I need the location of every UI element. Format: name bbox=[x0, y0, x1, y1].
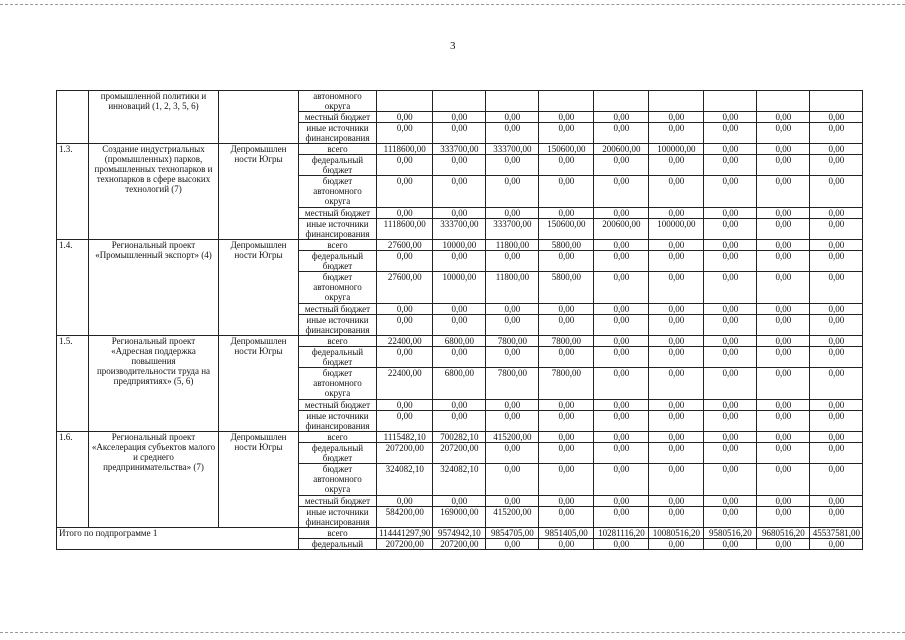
task-name-cell: Региональный проект «Промышленный экспорт» (4) bbox=[89, 240, 219, 336]
value-cell: 0,00 bbox=[594, 432, 649, 443]
task-name-cell: промышленной политики и инноваций (1, 2, 3, 5, 6) bbox=[89, 91, 219, 144]
value-cell: 0,00 bbox=[539, 432, 594, 443]
value-cell: 0,00 bbox=[649, 432, 704, 443]
source-cell: местный бюджет bbox=[299, 208, 377, 219]
value-cell: 0,00 bbox=[757, 315, 810, 336]
table-row bbox=[57, 144, 863, 155]
value-cell: 584200,00 bbox=[377, 507, 433, 528]
value-cell: 0,00 bbox=[704, 176, 757, 208]
value-cell: 0,00 bbox=[486, 112, 539, 123]
value-cell: 0,00 bbox=[757, 464, 810, 496]
value-cell: 0,00 bbox=[377, 400, 433, 411]
value-cell: 0,00 bbox=[649, 464, 704, 496]
value-cell: 0,00 bbox=[539, 507, 594, 528]
value-cell: 0,00 bbox=[704, 208, 757, 219]
value-cell: 10080516,20 bbox=[649, 528, 704, 539]
value-cell: 0,00 bbox=[649, 251, 704, 272]
value-cell: 0,00 bbox=[757, 251, 810, 272]
value-cell: 0,00 bbox=[757, 112, 810, 123]
row-number-cell bbox=[57, 91, 89, 144]
value-cell: 0,00 bbox=[810, 112, 863, 123]
value-cell: 324082,10 bbox=[377, 464, 433, 496]
budget-table bbox=[56, 90, 863, 550]
value-cell: 0,00 bbox=[704, 272, 757, 304]
value-cell: 114441297,90 bbox=[377, 528, 433, 539]
value-cell: 0,00 bbox=[594, 176, 649, 208]
value-cell: 9580516,20 bbox=[704, 528, 757, 539]
value-cell: 0,00 bbox=[539, 400, 594, 411]
value-cell: 0,00 bbox=[810, 400, 863, 411]
value-cell: 0,00 bbox=[433, 347, 486, 368]
value-cell: 324082,10 bbox=[433, 464, 486, 496]
value-cell: 0,00 bbox=[757, 208, 810, 219]
value-cell: 0,00 bbox=[649, 272, 704, 304]
value-cell: 1115482,10 bbox=[377, 432, 433, 443]
value-cell: 0,00 bbox=[433, 155, 486, 176]
value-cell: 0,00 bbox=[704, 368, 757, 400]
source-cell: федеральный бюджет bbox=[299, 347, 377, 368]
value-cell: 0,00 bbox=[539, 155, 594, 176]
value-cell bbox=[649, 91, 704, 112]
value-cell: 0,00 bbox=[377, 123, 433, 144]
value-cell: 0,00 bbox=[594, 464, 649, 496]
value-cell: 0,00 bbox=[704, 251, 757, 272]
table-row bbox=[57, 336, 863, 347]
value-cell: 0,00 bbox=[649, 411, 704, 432]
value-cell: 0,00 bbox=[377, 155, 433, 176]
total-row bbox=[57, 528, 863, 539]
value-cell: 0,00 bbox=[486, 176, 539, 208]
value-cell: 0,00 bbox=[704, 464, 757, 496]
value-cell: 10000,00 bbox=[433, 272, 486, 304]
value-cell: 0,00 bbox=[757, 123, 810, 144]
source-cell: иные источники финансирования bbox=[299, 219, 377, 240]
source-cell: иные источники финансирования bbox=[299, 123, 377, 144]
value-cell: 0,00 bbox=[810, 464, 863, 496]
value-cell: 200600,00 bbox=[594, 219, 649, 240]
value-cell: 7800,00 bbox=[486, 368, 539, 400]
value-cell: 0,00 bbox=[810, 251, 863, 272]
value-cell: 0,00 bbox=[486, 123, 539, 144]
value-cell: 9851405,00 bbox=[539, 528, 594, 539]
value-cell: 0,00 bbox=[757, 176, 810, 208]
value-cell: 0,00 bbox=[810, 443, 863, 464]
source-cell: бюджет автономного округа bbox=[299, 176, 377, 208]
value-cell bbox=[433, 91, 486, 112]
table-row bbox=[57, 240, 863, 251]
value-cell: 10000,00 bbox=[433, 240, 486, 251]
value-cell: 0,00 bbox=[649, 443, 704, 464]
value-cell: 0,00 bbox=[539, 443, 594, 464]
value-cell: 0,00 bbox=[704, 347, 757, 368]
value-cell: 0,00 bbox=[704, 443, 757, 464]
value-cell: 0,00 bbox=[433, 176, 486, 208]
value-cell: 0,00 bbox=[594, 336, 649, 347]
value-cell: 0,00 bbox=[433, 304, 486, 315]
value-cell: 0,00 bbox=[649, 240, 704, 251]
value-cell: 0,00 bbox=[810, 315, 863, 336]
value-cell: 0,00 bbox=[757, 219, 810, 240]
source-cell: местный бюджет bbox=[299, 496, 377, 507]
value-cell: 0,00 bbox=[810, 123, 863, 144]
value-cell: 0,00 bbox=[433, 400, 486, 411]
value-cell: 0,00 bbox=[594, 315, 649, 336]
value-cell: 5800,00 bbox=[539, 240, 594, 251]
page-number: 3 bbox=[450, 40, 456, 52]
value-cell: 1118600,00 bbox=[377, 219, 433, 240]
value-cell: 0,00 bbox=[433, 315, 486, 336]
value-cell: 0,00 bbox=[539, 123, 594, 144]
value-cell: 0,00 bbox=[539, 176, 594, 208]
value-cell: 333700,00 bbox=[433, 219, 486, 240]
value-cell: 0,00 bbox=[539, 347, 594, 368]
value-cell: 0,00 bbox=[486, 539, 539, 550]
task-name-cell: Создание индустриальных (промышленных) парков, промышленных технопарков и технопарков в сфере высоких технологий (7) bbox=[89, 144, 219, 240]
value-cell: 22400,00 bbox=[377, 368, 433, 400]
value-cell: 0,00 bbox=[810, 368, 863, 400]
value-cell: 0,00 bbox=[757, 539, 810, 550]
source-cell: всего bbox=[299, 144, 377, 155]
scan-top-edge bbox=[0, 4, 905, 5]
value-cell: 0,00 bbox=[486, 155, 539, 176]
value-cell: 0,00 bbox=[539, 315, 594, 336]
value-cell: 415200,00 bbox=[486, 432, 539, 443]
value-cell: 100000,00 bbox=[649, 144, 704, 155]
value-cell: 0,00 bbox=[704, 144, 757, 155]
value-cell: 0,00 bbox=[757, 411, 810, 432]
value-cell: 0,00 bbox=[377, 304, 433, 315]
value-cell: 9574942,10 bbox=[433, 528, 486, 539]
value-cell: 0,00 bbox=[649, 208, 704, 219]
value-cell: 0,00 bbox=[649, 539, 704, 550]
table-row bbox=[57, 91, 863, 112]
value-cell: 0,00 bbox=[377, 496, 433, 507]
source-cell: местный бюджет bbox=[299, 400, 377, 411]
source-cell: федеральный bbox=[299, 539, 377, 550]
value-cell: 0,00 bbox=[486, 443, 539, 464]
value-cell: 0,00 bbox=[377, 251, 433, 272]
value-cell bbox=[810, 91, 863, 112]
source-cell: бюджет автономного округа bbox=[299, 464, 377, 496]
total-label-cell: Итого по подпрограмме 1 bbox=[57, 528, 299, 550]
value-cell: 0,00 bbox=[704, 539, 757, 550]
row-number-cell: 1.3. bbox=[57, 144, 89, 240]
value-cell: 0,00 bbox=[594, 155, 649, 176]
executor-cell: Депромышлен ности Югры bbox=[219, 144, 299, 240]
value-cell: 0,00 bbox=[704, 336, 757, 347]
value-cell: 0,00 bbox=[757, 240, 810, 251]
value-cell: 0,00 bbox=[594, 400, 649, 411]
value-cell: 0,00 bbox=[594, 443, 649, 464]
value-cell: 0,00 bbox=[594, 123, 649, 144]
value-cell: 0,00 bbox=[486, 304, 539, 315]
value-cell: 0,00 bbox=[486, 251, 539, 272]
value-cell: 0,00 bbox=[433, 411, 486, 432]
scan-bottom-edge bbox=[0, 632, 905, 633]
source-cell: иные источники финансирования bbox=[299, 315, 377, 336]
value-cell: 0,00 bbox=[649, 347, 704, 368]
value-cell bbox=[377, 91, 433, 112]
value-cell: 0,00 bbox=[594, 411, 649, 432]
value-cell: 0,00 bbox=[649, 304, 704, 315]
value-cell: 5800,00 bbox=[539, 272, 594, 304]
value-cell: 0,00 bbox=[810, 176, 863, 208]
value-cell: 0,00 bbox=[594, 272, 649, 304]
source-cell: бюджет автономного округа bbox=[299, 368, 377, 400]
source-cell: федеральный бюджет bbox=[299, 155, 377, 176]
value-cell: 0,00 bbox=[704, 400, 757, 411]
value-cell: 0,00 bbox=[810, 144, 863, 155]
value-cell: 0,00 bbox=[757, 336, 810, 347]
source-cell: всего bbox=[299, 528, 377, 539]
value-cell: 0,00 bbox=[594, 539, 649, 550]
value-cell: 0,00 bbox=[486, 315, 539, 336]
value-cell: 0,00 bbox=[810, 539, 863, 550]
task-name-cell: Региональный проект «Адресная поддержка повышения производительности труда на предприятиях» (5, 6) bbox=[89, 336, 219, 432]
value-cell: 9680516,20 bbox=[757, 528, 810, 539]
value-cell: 9854705,00 bbox=[486, 528, 539, 539]
value-cell: 0,00 bbox=[704, 155, 757, 176]
value-cell: 0,00 bbox=[810, 219, 863, 240]
executor-cell: Депромышлен ности Югры bbox=[219, 336, 299, 432]
value-cell: 0,00 bbox=[594, 112, 649, 123]
value-cell: 0,00 bbox=[486, 347, 539, 368]
source-cell: местный бюджет bbox=[299, 112, 377, 123]
row-number-cell: 1.4. bbox=[57, 240, 89, 336]
value-cell: 0,00 bbox=[810, 208, 863, 219]
value-cell: 0,00 bbox=[433, 112, 486, 123]
value-cell: 0,00 bbox=[649, 315, 704, 336]
value-cell: 27600,00 bbox=[377, 240, 433, 251]
value-cell: 0,00 bbox=[594, 304, 649, 315]
source-cell: всего bbox=[299, 432, 377, 443]
value-cell: 7800,00 bbox=[539, 336, 594, 347]
source-cell: автономного округа bbox=[299, 91, 377, 112]
value-cell: 0,00 bbox=[539, 208, 594, 219]
value-cell: 0,00 bbox=[433, 123, 486, 144]
value-cell: 0,00 bbox=[486, 464, 539, 496]
value-cell bbox=[704, 91, 757, 112]
value-cell: 207200,00 bbox=[377, 443, 433, 464]
value-cell: 333700,00 bbox=[433, 144, 486, 155]
value-cell: 415200,00 bbox=[486, 507, 539, 528]
value-cell: 0,00 bbox=[594, 347, 649, 368]
value-cell: 207200,00 bbox=[377, 539, 433, 550]
value-cell: 7800,00 bbox=[539, 368, 594, 400]
value-cell: 6800,00 bbox=[433, 336, 486, 347]
value-cell: 0,00 bbox=[649, 400, 704, 411]
value-cell: 100000,00 bbox=[649, 219, 704, 240]
value-cell: 0,00 bbox=[810, 496, 863, 507]
value-cell: 207200,00 bbox=[433, 443, 486, 464]
value-cell: 333700,00 bbox=[486, 144, 539, 155]
value-cell bbox=[757, 91, 810, 112]
value-cell: 150600,00 bbox=[539, 144, 594, 155]
value-cell: 0,00 bbox=[594, 240, 649, 251]
value-cell: 0,00 bbox=[539, 112, 594, 123]
value-cell: 0,00 bbox=[810, 155, 863, 176]
value-cell: 22400,00 bbox=[377, 336, 433, 347]
value-cell: 0,00 bbox=[757, 432, 810, 443]
value-cell: 0,00 bbox=[649, 112, 704, 123]
value-cell: 0,00 bbox=[704, 496, 757, 507]
value-cell: 0,00 bbox=[377, 208, 433, 219]
value-cell: 0,00 bbox=[486, 496, 539, 507]
value-cell: 0,00 bbox=[704, 507, 757, 528]
row-number-cell: 1.5. bbox=[57, 336, 89, 432]
value-cell: 0,00 bbox=[594, 208, 649, 219]
value-cell: 45537581,00 bbox=[810, 528, 863, 539]
value-cell: 0,00 bbox=[810, 411, 863, 432]
value-cell: 0,00 bbox=[377, 347, 433, 368]
value-cell: 0,00 bbox=[757, 368, 810, 400]
value-cell: 0,00 bbox=[704, 315, 757, 336]
executor-cell: Депромышлен ности Югры bbox=[219, 432, 299, 528]
value-cell: 0,00 bbox=[433, 251, 486, 272]
value-cell: 0,00 bbox=[704, 219, 757, 240]
value-cell: 0,00 bbox=[486, 208, 539, 219]
value-cell bbox=[486, 91, 539, 112]
source-cell: федеральный бюджет bbox=[299, 251, 377, 272]
value-cell: 200600,00 bbox=[594, 144, 649, 155]
value-cell: 700282,10 bbox=[433, 432, 486, 443]
source-cell: всего bbox=[299, 336, 377, 347]
source-cell: бюджет автономного округа bbox=[299, 272, 377, 304]
value-cell: 0,00 bbox=[704, 432, 757, 443]
value-cell: 0,00 bbox=[486, 400, 539, 411]
value-cell: 0,00 bbox=[377, 176, 433, 208]
value-cell: 10281116,20 bbox=[594, 528, 649, 539]
value-cell: 0,00 bbox=[704, 112, 757, 123]
value-cell: 0,00 bbox=[810, 272, 863, 304]
value-cell: 0,00 bbox=[377, 411, 433, 432]
value-cell: 0,00 bbox=[757, 443, 810, 464]
value-cell: 0,00 bbox=[757, 347, 810, 368]
value-cell: 1118600,00 bbox=[377, 144, 433, 155]
value-cell: 0,00 bbox=[594, 251, 649, 272]
value-cell: 0,00 bbox=[433, 496, 486, 507]
value-cell: 0,00 bbox=[433, 208, 486, 219]
value-cell: 0,00 bbox=[757, 144, 810, 155]
value-cell: 0,00 bbox=[649, 336, 704, 347]
value-cell: 6800,00 bbox=[433, 368, 486, 400]
value-cell: 0,00 bbox=[810, 336, 863, 347]
value-cell: 0,00 bbox=[377, 112, 433, 123]
executor-cell bbox=[219, 91, 299, 144]
value-cell: 0,00 bbox=[539, 251, 594, 272]
value-cell: 0,00 bbox=[649, 507, 704, 528]
value-cell: 11800,00 bbox=[486, 272, 539, 304]
value-cell: 0,00 bbox=[377, 315, 433, 336]
value-cell: 0,00 bbox=[757, 507, 810, 528]
value-cell bbox=[539, 91, 594, 112]
value-cell: 0,00 bbox=[594, 507, 649, 528]
value-cell: 0,00 bbox=[539, 496, 594, 507]
value-cell: 0,00 bbox=[810, 507, 863, 528]
value-cell: 207200,00 bbox=[433, 539, 486, 550]
value-cell: 0,00 bbox=[810, 432, 863, 443]
row-number-cell: 1.6. bbox=[57, 432, 89, 528]
value-cell: 0,00 bbox=[704, 240, 757, 251]
value-cell: 0,00 bbox=[757, 304, 810, 315]
value-cell bbox=[594, 91, 649, 112]
value-cell: 0,00 bbox=[486, 411, 539, 432]
value-cell: 0,00 bbox=[757, 155, 810, 176]
value-cell: 0,00 bbox=[810, 304, 863, 315]
value-cell: 0,00 bbox=[810, 347, 863, 368]
value-cell: 0,00 bbox=[649, 496, 704, 507]
source-cell: федеральный бюджет bbox=[299, 443, 377, 464]
value-cell: 0,00 bbox=[757, 400, 810, 411]
value-cell: 7800,00 bbox=[486, 336, 539, 347]
value-cell: 0,00 bbox=[704, 304, 757, 315]
value-cell: 0,00 bbox=[757, 272, 810, 304]
value-cell: 0,00 bbox=[704, 411, 757, 432]
value-cell: 0,00 bbox=[757, 496, 810, 507]
value-cell: 0,00 bbox=[649, 176, 704, 208]
executor-cell: Депромышлен ности Югры bbox=[219, 240, 299, 336]
source-cell: иные источники финансирования bbox=[299, 411, 377, 432]
source-cell: местный бюджет bbox=[299, 304, 377, 315]
value-cell: 0,00 bbox=[649, 155, 704, 176]
value-cell: 11800,00 bbox=[486, 240, 539, 251]
value-cell: 333700,00 bbox=[486, 219, 539, 240]
value-cell: 0,00 bbox=[649, 368, 704, 400]
task-name-cell: Региональный проект «Акселерация субъектов малого и среднего предпринимательства» (7) bbox=[89, 432, 219, 528]
value-cell: 169000,00 bbox=[433, 507, 486, 528]
value-cell: 0,00 bbox=[810, 240, 863, 251]
value-cell: 0,00 bbox=[539, 539, 594, 550]
value-cell: 0,00 bbox=[539, 304, 594, 315]
table-row bbox=[57, 432, 863, 443]
value-cell: 150600,00 bbox=[539, 219, 594, 240]
value-cell: 0,00 bbox=[539, 464, 594, 496]
value-cell: 0,00 bbox=[594, 496, 649, 507]
source-cell: иные источники финансирования bbox=[299, 507, 377, 528]
value-cell: 0,00 bbox=[539, 411, 594, 432]
value-cell: 0,00 bbox=[704, 123, 757, 144]
value-cell: 0,00 bbox=[594, 368, 649, 400]
value-cell: 0,00 bbox=[649, 123, 704, 144]
value-cell: 27600,00 bbox=[377, 272, 433, 304]
source-cell: всего bbox=[299, 240, 377, 251]
